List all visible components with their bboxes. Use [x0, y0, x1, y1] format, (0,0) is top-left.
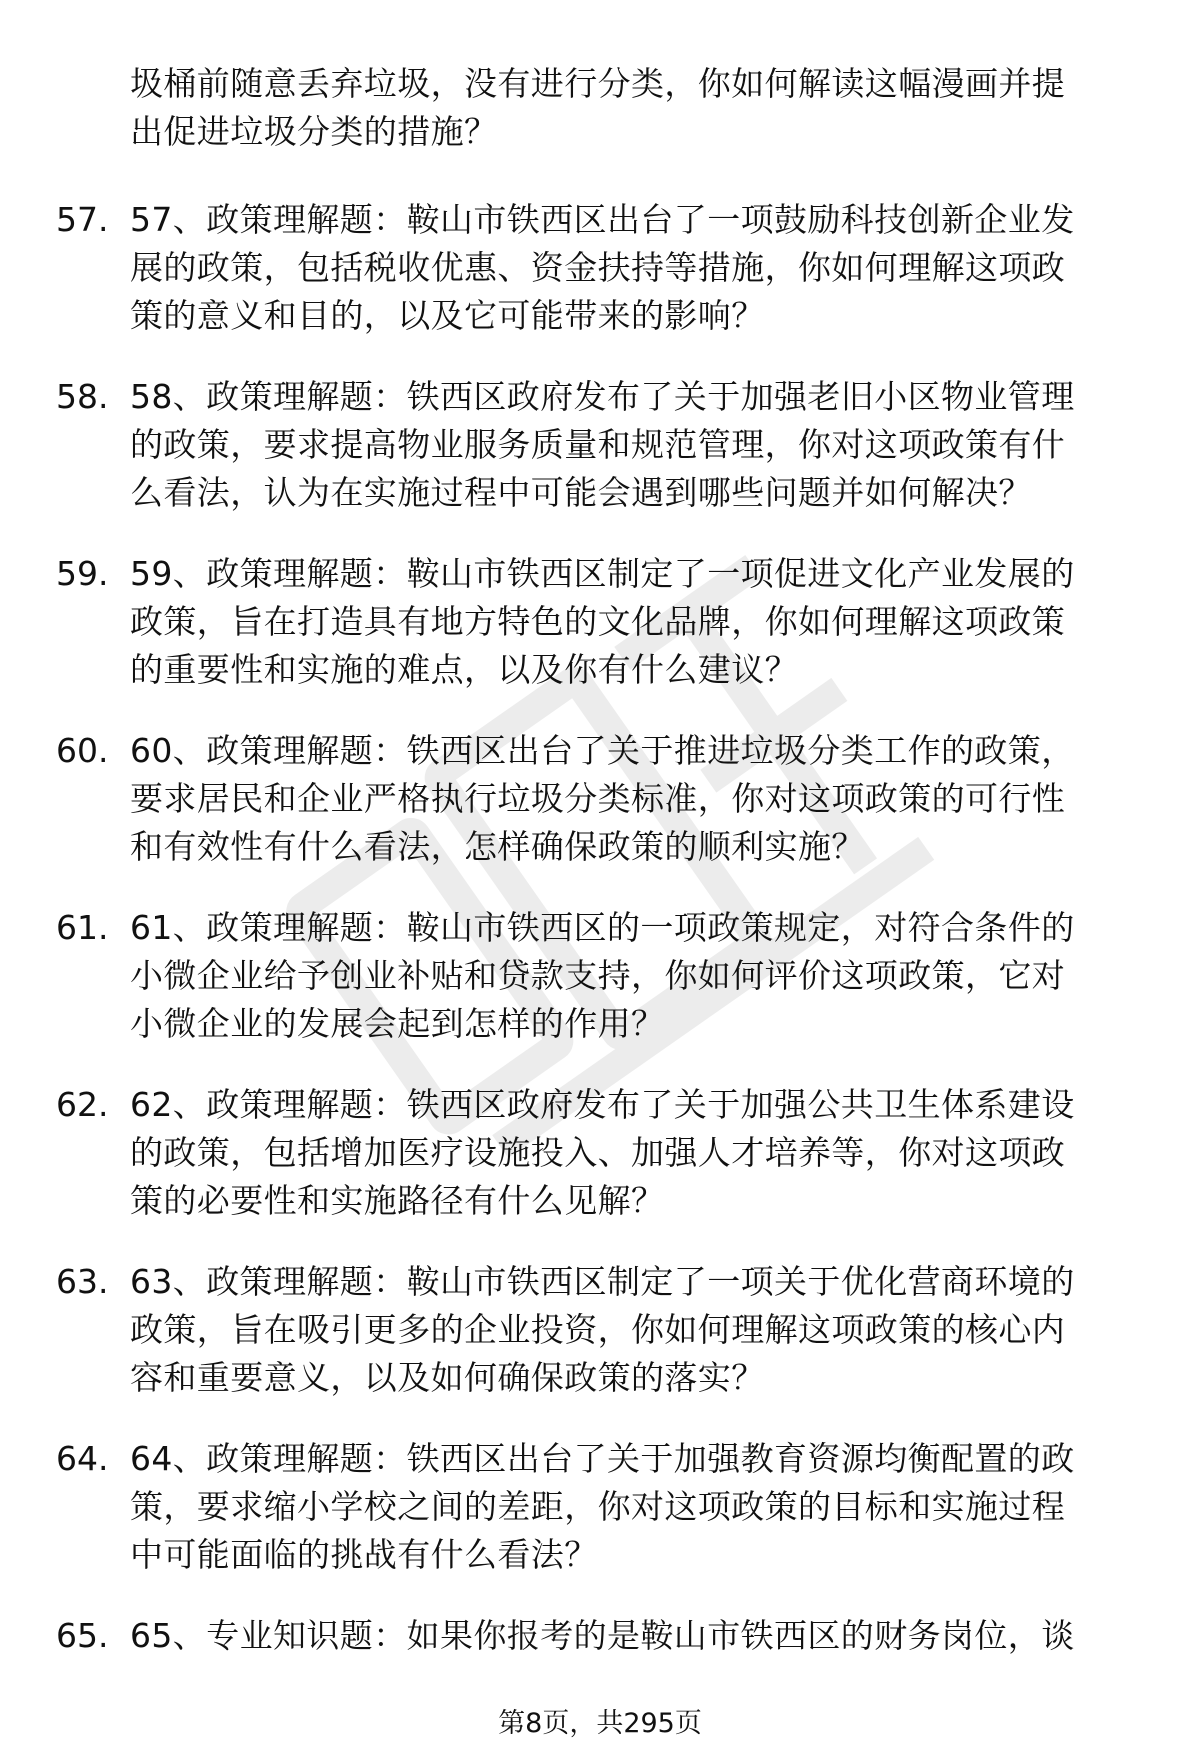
question-text [130, 904, 1150, 1048]
question-text [130, 1081, 1150, 1225]
question-text [130, 1612, 1150, 1660]
question-number: 65. [56, 1616, 109, 1655]
question-number: 62. [56, 1085, 109, 1124]
text-line: 63、政策理解题：鞍山市铁西区制定了一项关于优化营商环境的 [130, 1262, 1075, 1301]
question-item-62 [0, 1081, 1200, 1225]
text-line: 和有效性有什么看法，怎样确保政策的顺利实施？ [130, 827, 865, 866]
question-item-59 [0, 550, 1200, 694]
question-item-65 [0, 1612, 1200, 1660]
question-number: 59. [56, 554, 109, 593]
question-text [130, 1258, 1150, 1402]
text-line: 容和重要意义，以及如何确保政策的落实？ [130, 1358, 765, 1397]
question-item-60 [0, 727, 1200, 871]
question-56-continuation [0, 60, 1200, 156]
text-line: 策的意义和目的，以及它可能带来的影响？ [130, 296, 765, 335]
text-line: 小微企业给予创业补贴和贷款支持，你如何评价这项政策，它对 [130, 956, 1066, 995]
question-text [130, 550, 1150, 694]
question-text [130, 60, 1150, 156]
question-item-63 [0, 1258, 1200, 1402]
text-line: 政策，旨在打造具有地方特色的文化品牌，你如何理解这项政策 [130, 602, 1066, 641]
question-number: 63. [56, 1262, 109, 1301]
question-list [0, 60, 1200, 1693]
text-line: 圾桶前随意丢弃垃圾，没有进行分类，你如何解读这幅漫画并提 [130, 64, 1066, 103]
text-line: 的政策，要求提高物业服务质量和规范管理，你对这项政策有什 [130, 425, 1066, 464]
question-item-58 [0, 373, 1200, 517]
text-line: 60、政策理解题：铁西区出台了关于推进垃圾分类工作的政策， [130, 731, 1075, 770]
text-line: 59、政策理解题：鞍山市铁西区制定了一项促进文化产业发展的 [130, 554, 1075, 593]
text-line: 58、政策理解题：铁西区政府发布了关于加强老旧小区物业管理 [130, 377, 1075, 416]
question-number: 58. [56, 377, 109, 416]
text-line: 出促进垃圾分类的措施？ [130, 112, 498, 151]
text-line: 62、政策理解题：铁西区政府发布了关于加强公共卫生体系建设 [130, 1085, 1075, 1124]
text-line: 57、政策理解题：鞍山市铁西区出台了一项鼓励科技创新企业发 [130, 200, 1075, 239]
text-line: 要求居民和企业严格执行垃圾分类标准，你对这项政策的可行性 [130, 779, 1066, 818]
page-number-footer: 第8页，共295页 [498, 1708, 702, 1739]
question-text [130, 373, 1150, 517]
question-text [130, 727, 1150, 871]
question-number: 60. [56, 731, 109, 770]
text-line: 65、专业知识题：如果你报考的是鞍山市铁西区的财务岗位，谈 [130, 1616, 1075, 1655]
question-number: 57. [56, 200, 109, 239]
text-line: 小微企业的发展会起到怎样的作用？ [130, 1004, 665, 1043]
text-line: 的重要性和实施的难点，以及你有什么建议？ [130, 650, 798, 689]
text-line: 64、政策理解题：铁西区出台了关于加强教育资源均衡配置的政 [130, 1439, 1075, 1478]
text-line: 策，要求缩小学校之间的差距，你对这项政策的目标和实施过程 [130, 1487, 1066, 1526]
question-item-61 [0, 904, 1200, 1048]
text-line: 61、政策理解题：鞍山市铁西区的一项政策规定，对符合条件的 [130, 908, 1075, 947]
text-line: 展的政策，包括税收优惠、资金扶持等措施，你如何理解这项政 [130, 248, 1066, 287]
text-line: 么看法，认为在实施过程中可能会遇到哪些问题并如何解决？ [130, 473, 1032, 512]
question-item-64 [0, 1435, 1200, 1579]
text-line: 的政策，包括增加医疗设施投入、加强人才培养等，你对这项政 [130, 1133, 1066, 1172]
text-line: 政策，旨在吸引更多的企业投资，你如何理解这项政策的核心内 [130, 1310, 1066, 1349]
question-text [130, 196, 1150, 340]
question-number: 61. [56, 908, 109, 947]
question-number: 64. [56, 1439, 109, 1478]
text-line: 中可能面临的挑战有什么看法？ [130, 1535, 598, 1574]
text-line: 策的必要性和实施路径有什么见解？ [130, 1181, 665, 1220]
question-text [130, 1435, 1150, 1579]
question-item-57 [0, 196, 1200, 340]
